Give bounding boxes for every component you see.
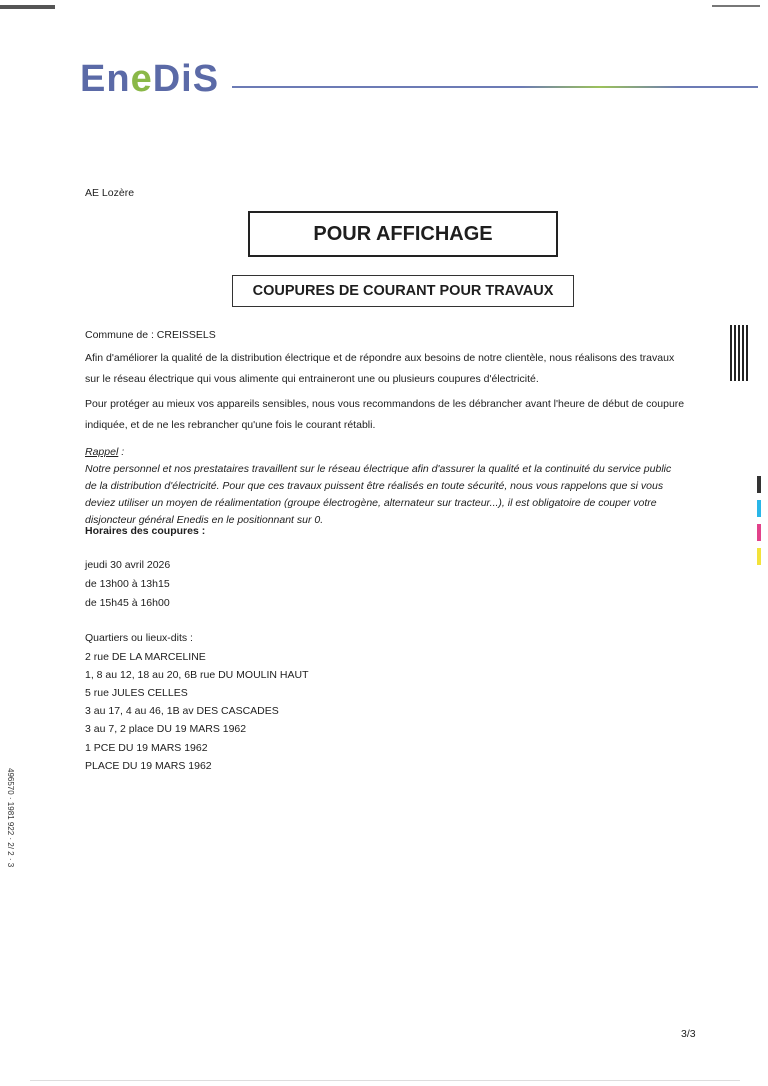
location-item: 3 au 17, 4 au 46, 1B av DES CASCADES [85, 705, 279, 717]
rappel-line-4: disjoncteur général Enedis en le positionnant sur 0. [85, 514, 324, 526]
intro-line-2: sur le réseau électrique qui vous alimente qui entraineront une ou plusieurs coupures d'électricité. [85, 373, 539, 385]
schedule-date: jeudi 30 avril 2026 [85, 559, 171, 571]
rappel-label: Rappel [85, 446, 119, 458]
location-item: 5 rue JULES CELLES [85, 687, 188, 699]
side-print-code: 496570 · 1981 922 · 2/ 2 · 3 [6, 768, 15, 868]
location-item: 1, 8 au 12, 18 au 20, 6B rue DU MOULIN HAUT [85, 669, 309, 681]
title-box: POUR AFFICHAGE [248, 211, 558, 257]
advice-paragraph [85, 394, 700, 436]
rappel-heading [85, 444, 700, 461]
rappel-line-3: deviez utiliser un moyen de réalimentation (groupe électrogène, alternateur sur tracteur...), il est obligatoire de couper votre [85, 497, 657, 509]
intro-line-1: Afin d'améliorer la qualité de la distribution électrique et de répondre aux besoins de notre clientèle, nous réalisons des travaux [85, 352, 675, 364]
advice-line-2: indiquée, et de ne les rebrancher qu'une fois le courant rétabli. [85, 419, 376, 431]
schedule-slot-2: de 15h45 à 16h00 [85, 597, 170, 609]
enedis-logo [80, 58, 219, 101]
registration-mark-black [757, 476, 761, 493]
scan-mark-top-right [712, 5, 760, 7]
intro-paragraph [85, 348, 700, 390]
registration-mark-cyan [757, 500, 761, 517]
rappel-line-1: Notre personnel et nos prestataires travaillent sur le réseau électrique afin d'assurer la qualité et la continuité du service public [85, 463, 672, 475]
location-item: PLACE DU 19 MARS 1962 [85, 760, 212, 772]
bottom-scan-line [30, 1080, 740, 1081]
horaires-heading: Horaires des coupures : [85, 525, 206, 537]
location-item: 3 au 7, 2 place DU 19 MARS 1962 [85, 723, 247, 735]
rappel-block [85, 444, 700, 529]
sender-label: AE Lozère [85, 187, 135, 199]
schedule-slot-1: de 13h00 à 13h15 [85, 578, 170, 590]
datamatrix-barcode [730, 325, 750, 381]
rappel-line-2: de la distribution d'électricité. Pour que ces travaux puissent être réalisés en toute sécurité, nous vous rappelons que si vous [85, 480, 664, 492]
registration-mark-yellow [757, 548, 761, 565]
registration-mark-magenta [757, 524, 761, 541]
advice-line-1: Pour protéger au mieux vos appareils sensibles, nous vous recommandons de les débrancher avant l'heure de début de coupure [85, 398, 685, 410]
logo-divider-line [232, 86, 758, 88]
logo-prefix: En [80, 58, 131, 100]
rappel-colon: : [118, 446, 125, 458]
logo-suffix: DiS [152, 58, 220, 100]
location-item: 1 PCE DU 19 MARS 1962 [85, 742, 208, 754]
subtitle-box: COUPURES DE COURANT POUR TRAVAUX [232, 275, 574, 307]
page-number: 3/3 [681, 1028, 696, 1040]
locations-heading: Quartiers ou lieux-dits : [85, 632, 193, 644]
logo-accent: e [130, 58, 153, 100]
location-item: 2 rue DE LA MARCELINE [85, 651, 206, 663]
commune-line: Commune de : CREISSELS [85, 329, 216, 341]
scan-mark-top-left [0, 5, 55, 9]
